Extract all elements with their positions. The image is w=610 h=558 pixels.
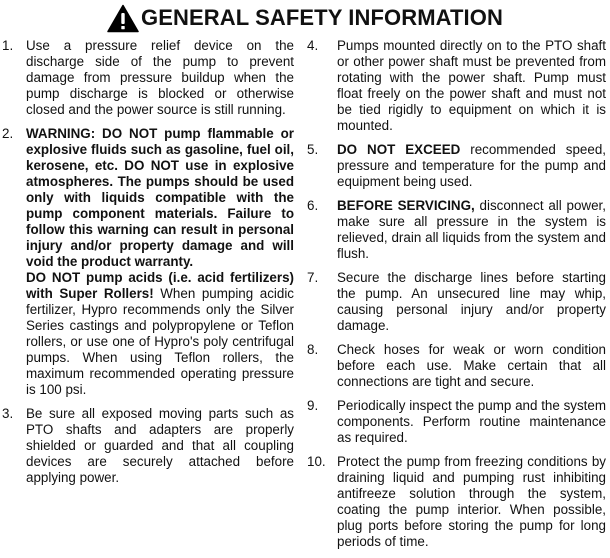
item-body — [26, 38, 294, 118]
list-item — [307, 142, 606, 190]
item-body — [337, 270, 606, 334]
list-item — [307, 342, 606, 390]
acids-paragraph — [26, 270, 294, 398]
item-number: 7. — [307, 270, 319, 285]
list-item — [2, 126, 294, 398]
item-body — [337, 454, 606, 550]
item-text: Pumps mounted directly on to the PTO shaft or other power shaft must be prevented from rotating with the power shaft. Pump must float freely on the power shaft and must not be tied rigidly to equipment on which it is mounted. — [337, 38, 606, 133]
list-item — [2, 38, 294, 118]
list-item — [307, 454, 606, 550]
item-body — [337, 38, 606, 134]
right-column — [307, 38, 606, 558]
item-bold-lead: DO NOT EXCEED — [337, 142, 461, 157]
item-body — [337, 398, 606, 446]
page-title: GENERAL SAFETY INFORMATION — [141, 5, 503, 30]
item-text: Check hoses for weak or worn condition before each use. Make certain that all connections are tight and secure. — [337, 342, 606, 389]
item-number: 1. — [2, 38, 14, 53]
item-text: Periodically inspect the pump and the system components. Perform routine maintenance as required. — [337, 398, 606, 445]
acids-text: When pumping acidic fertilizer, Hypro recommends only the Silver Series castings and polypropylene or Teflon rollers, or use one of Hypro's poly centrifugal pumps. When using Teflon rollers, the maximum recommended operating pressure is 100 psi. — [26, 286, 294, 397]
list-item — [307, 198, 606, 262]
item-number: 5. — [307, 142, 319, 157]
item-body — [26, 406, 294, 486]
item-number: 2. — [2, 126, 14, 141]
item-number: 3. — [2, 406, 14, 421]
item-body — [337, 342, 606, 390]
item-text: disconnect all power, make sure all pressure in the system is relieved, drain all liquids from the system and flush. — [337, 198, 606, 261]
item-text: Protect the pump from freezing conditions by draining liquid and pumping rust inhibiting antifreeze solution through the system, coating the pump interior. When possible, plug ports before storing the pump for long periods of time. — [337, 454, 606, 549]
list-item — [2, 406, 294, 486]
item-text: Secure the discharge lines before starting the pump. An unsecured line may whip, causing personal injury and/or property damage. — [337, 270, 606, 333]
page-header — [0, 2, 610, 34]
item-bold-lead: BEFORE SERVICING, — [337, 198, 475, 213]
item-number: 6. — [307, 198, 319, 213]
left-column — [2, 38, 294, 494]
item-text: Be sure all exposed moving parts such as PTO shafts and adapters are properly shielded or guarded and that all coupling devices are securely attached before applying power. — [26, 406, 294, 485]
item-number: 4. — [307, 38, 319, 53]
item-number: 10. — [307, 454, 326, 469]
warning-text: WARNING: DO NOT pump flammable or explosive fluids such as gasoline, fuel oil, kerosene, etc. DO NOT use in explosive atmospheres. The pumps should be used only with liquids compatible with the pump component materials. Failure to follow this warning can result in personal injury and/or property damage and will void the product warranty. — [26, 126, 294, 269]
item-body — [337, 198, 606, 262]
item-body — [26, 126, 294, 398]
item-text: Use a pressure relief device on the discharge side of the pump to prevent damage from pressure buildup when the pump discharge is blocked or otherwise closed and the power source is still running. — [26, 38, 294, 117]
item-text: recommended speed, pressure and temperature for the pump and equipment being used. — [337, 142, 606, 189]
list-item — [307, 398, 606, 446]
warning-triangle-icon — [107, 4, 139, 33]
list-item — [307, 270, 606, 334]
item-number: 9. — [307, 398, 319, 413]
acids-warning: DO NOT pump acids (i.e. acid fertilizers) with Super Rollers! — [26, 270, 294, 301]
item-number: 8. — [307, 342, 319, 357]
list-item — [307, 38, 606, 134]
item-body — [337, 142, 606, 190]
